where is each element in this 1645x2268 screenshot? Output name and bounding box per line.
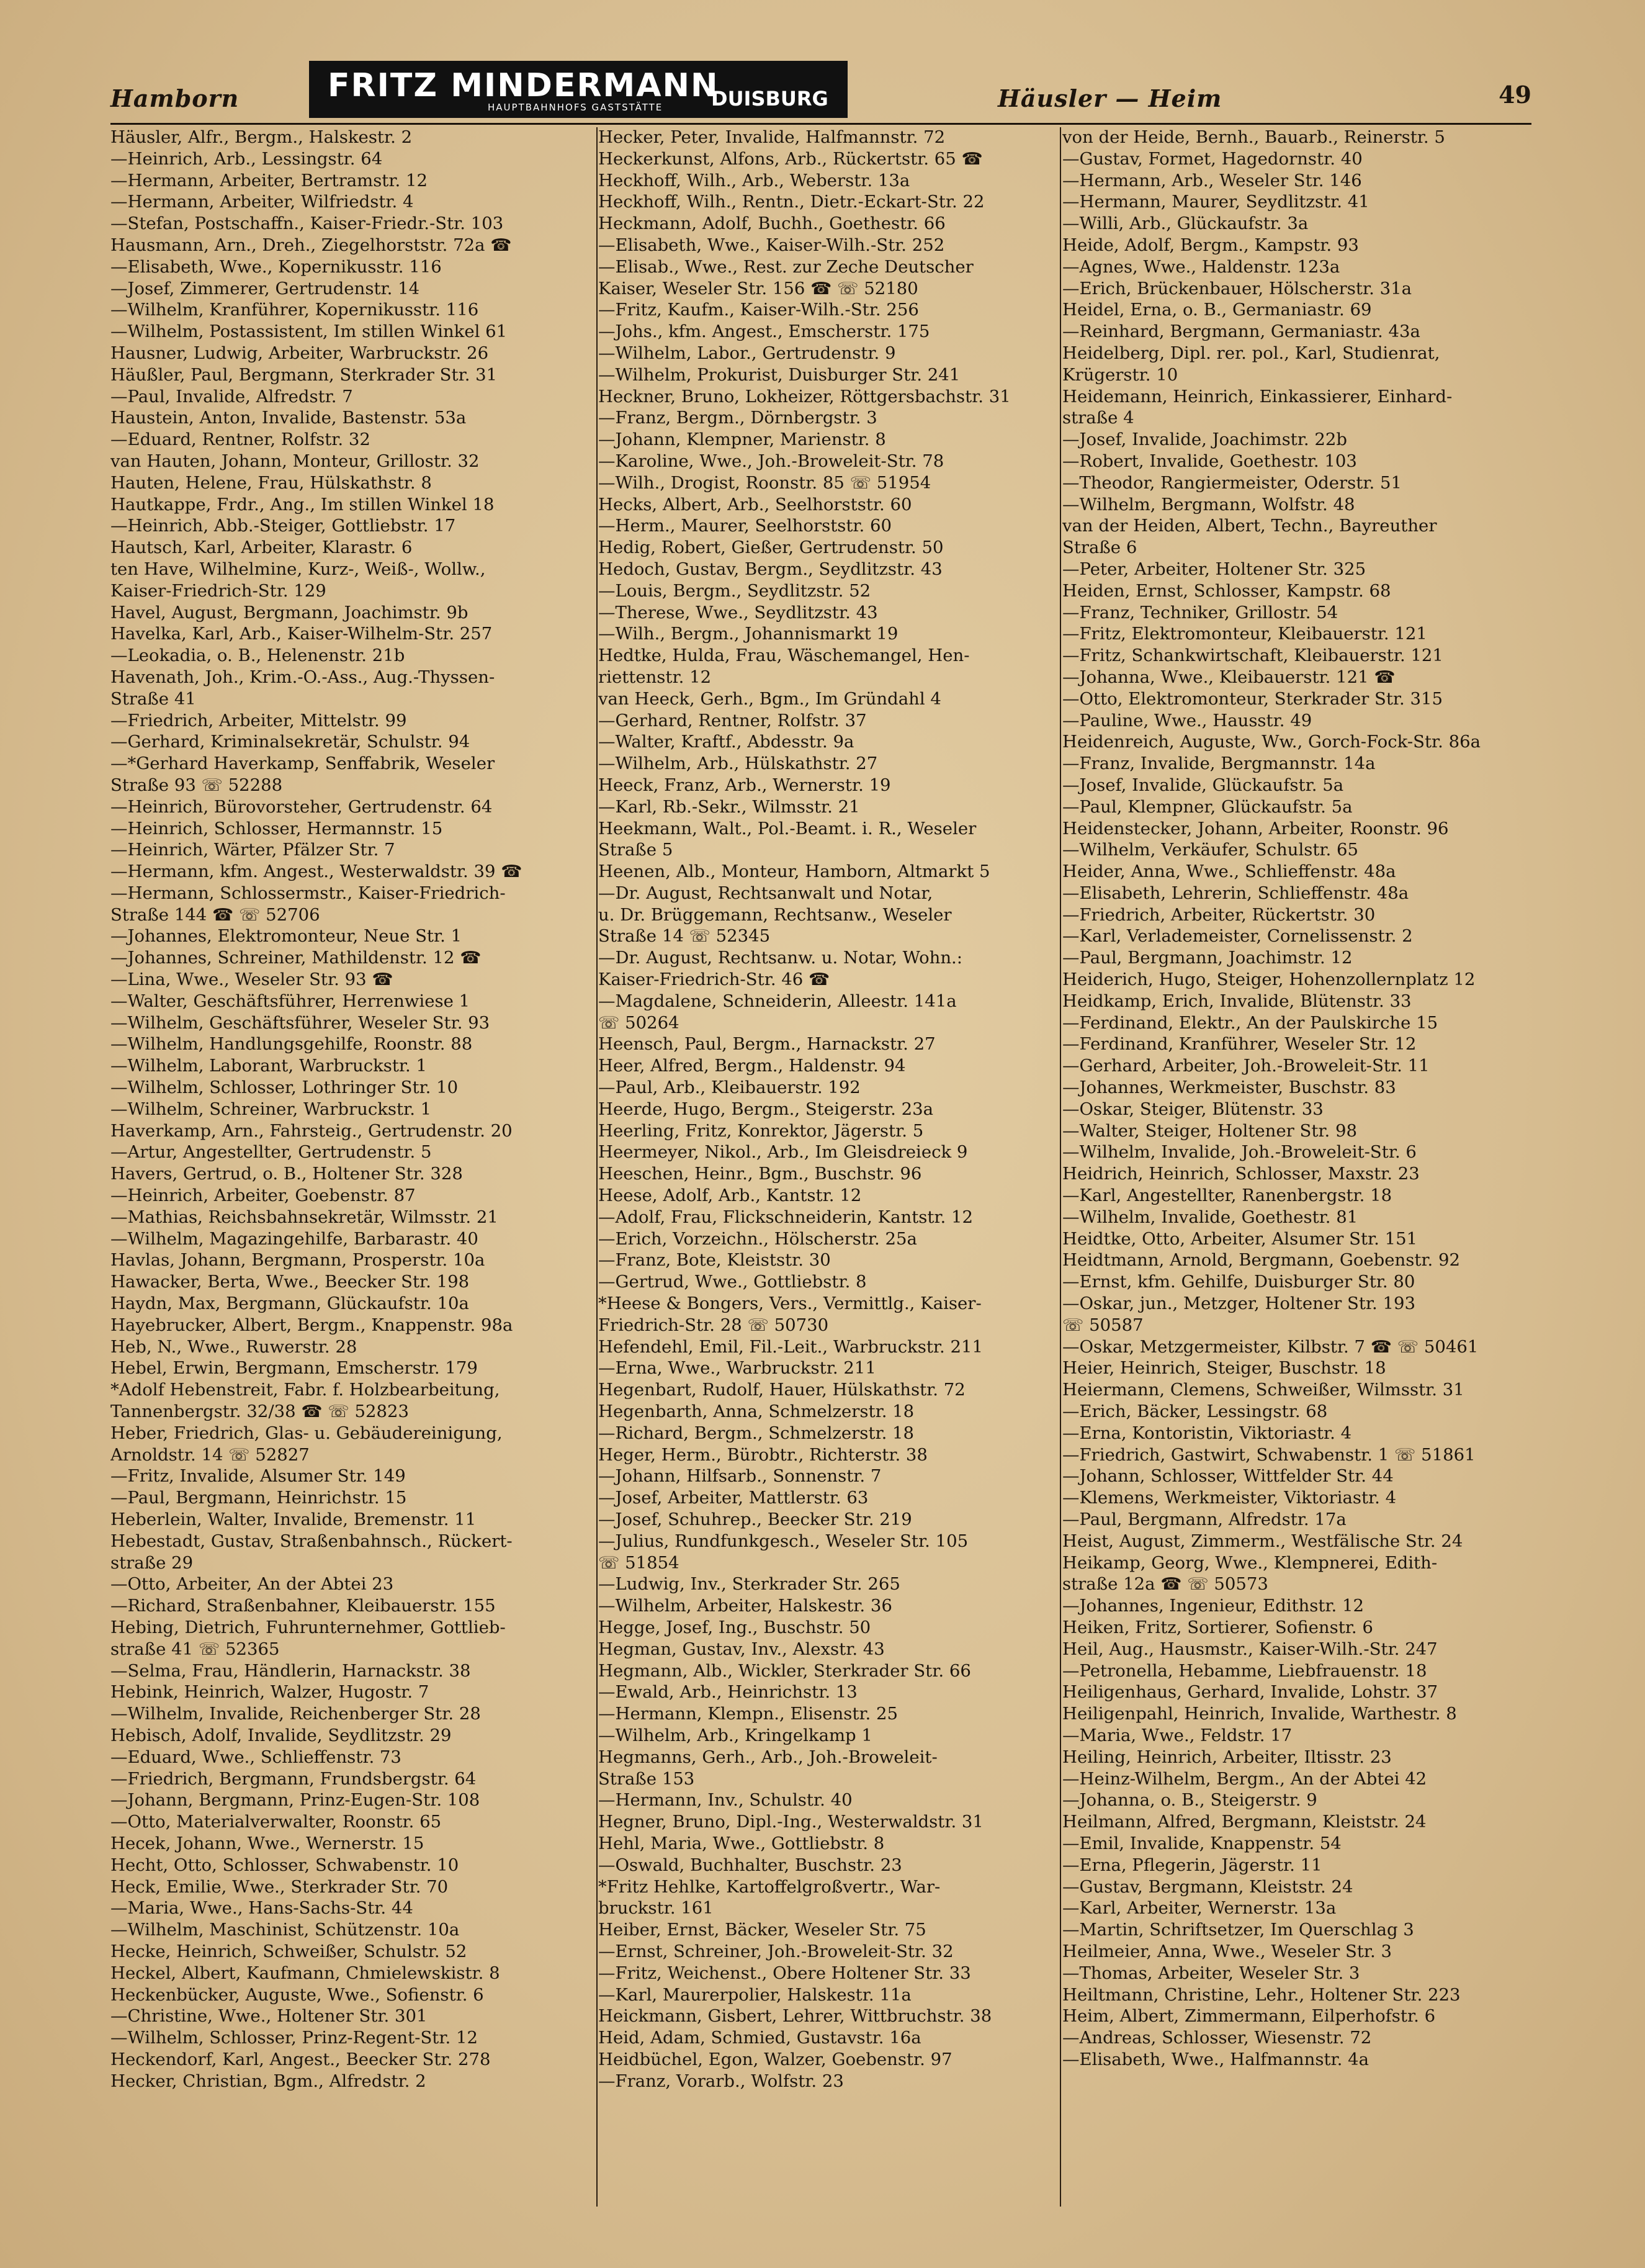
directory-entry-line: Häußler, Paul, Bergmann, Sterkrader Str. 31: [110, 364, 498, 385]
directory-entry-line: Heensch, Paul, Bergm., Harnackstr. 27: [598, 1034, 936, 1055]
directory-entry-line: Hausner, Ludwig, Arbeiter, Warbruckstr. 26: [110, 343, 489, 363]
directory-entry-line: Hebing, Dietrich, Fuhrunternehmer, Gottlieb-: [110, 1617, 506, 1637]
directory-entry-line: Kaiser, Weseler Str. 156 ☎ ☏ 52180: [598, 278, 918, 299]
directory-entry-line: —Oskar, Metzgermeister, Kilbstr. 7 ☎ ☏ 50461: [1062, 1336, 1479, 1357]
directory-entry-line: Tannenbergstr. 32/38 ☎ ☏ 52823: [110, 1402, 410, 1422]
directory-entry-line: Heikamp, Georg, Wwe., Klempnerei, Edith-: [1062, 1552, 1438, 1573]
directory-entry-line: —Wilh., Bergm., Johannismarkt 19: [598, 624, 899, 644]
column-divider: [596, 127, 598, 2207]
directory-entry-line: —Richard, Bergm., Schmelzerstr. 18: [598, 1423, 915, 1443]
directory-entry-line: —Julius, Rundfunkgesch., Weseler Str. 105: [598, 1531, 969, 1551]
directory-entry-line: —Christine, Wwe., Holtener Str. 301: [110, 2006, 428, 2027]
directory-entry-line: —Heinrich, Arbeiter, Goebenstr. 87: [110, 1186, 416, 1206]
directory-entry-line: *Adolf Hebenstreit, Fabr. f. Holzbearbeitung,: [110, 1380, 500, 1400]
directory-entry-line: Heidtmann, Arnold, Bergmann, Goebenstr. 92: [1062, 1250, 1460, 1271]
directory-entry-line: —Johannes, Ingenieur, Edithstr. 12: [1062, 1596, 1365, 1616]
directory-entry-line: Hegenbart, Rudolf, Hauer, Hülskathstr. 72: [598, 1380, 966, 1400]
directory-entry-line: —Karl, Arbeiter, Wernerstr. 13a: [1062, 1898, 1337, 1919]
directory-entry-line: Hecek, Johann, Wwe., Wernerstr. 15: [110, 1833, 424, 1853]
directory-entry-line: Hehl, Maria, Wwe., Gottliebstr. 8: [598, 1833, 885, 1853]
directory-entry-line: von der Heide, Bernh., Bauarb., Reinerstr. 5: [1062, 127, 1445, 147]
directory-entry-line: —Emil, Invalide, Knappenstr. 54: [1062, 1833, 1342, 1853]
directory-entry-line: Hebestadt, Gustav, Straßenbahnsch., Rückert-: [110, 1531, 513, 1551]
directory-entry-line: —Karl, Rb.-Sekr., Wilmsstr. 21: [598, 796, 860, 817]
directory-entry-line: —Hermann, Arbeiter, Wilfriedstr. 4: [110, 192, 414, 212]
directory-entry-line: —Franz, Bergm., Dörnbergstr. 3: [598, 408, 877, 428]
directory-entry-line: —Josef, Zimmerer, Gertrudenstr. 14: [110, 278, 420, 299]
directory-entry-line: —Dr. August, Rechtsanw. u. Notar, Wohn.:: [598, 948, 963, 968]
directory-entry-line: Hecke, Heinrich, Schweißer, Schulstr. 52: [110, 1941, 467, 1961]
directory-entry-line: —Heinrich, Schlosser, Hermannstr. 15: [110, 818, 443, 839]
directory-entry-line: Havenath, Joh., Krim.-O.-Ass., Aug.-Thyssen-: [110, 667, 495, 687]
directory-entry-line: Straße 93 ☏ 52288: [110, 775, 283, 795]
directory-entry-line: Hawacker, Berta, Wwe., Beecker Str. 198: [110, 1272, 470, 1292]
directory-entry-line: —Elisabeth, Wwe., Kopernikusstr. 116: [110, 256, 442, 277]
directory-entry-line: —Petronella, Hebamme, Liebfrauenstr. 18: [1062, 1660, 1427, 1681]
directory-entry-line: Straße 6: [1062, 538, 1137, 558]
directory-entry-line: —*Gerhard Haverkamp, Senffabrik, Weseler: [110, 754, 495, 774]
directory-entry-line: —Wilhelm, Arb., Kringelkamp 1: [598, 1725, 872, 1745]
directory-entry-line: —Ferdinand, Kranführer, Weseler Str. 12: [1062, 1034, 1417, 1055]
directory-entry-line: straße 4: [1062, 408, 1134, 428]
directory-entry-line: —Otto, Arbeiter, An der Abtei 23: [110, 1574, 394, 1595]
directory-entry-line: —Heinrich, Wärter, Pfälzer Str. 7: [110, 840, 395, 860]
directory-entry-line: —Josef, Invalide, Joachimstr. 22b: [1062, 430, 1347, 450]
directory-entry-line: —Therese, Wwe., Seydlitzstr. 43: [598, 602, 878, 623]
directory-entry-line: —Walter, Kraftf., Abdesstr. 9a: [598, 732, 854, 752]
directory-entry-line: —Willi, Arb., Glückaufstr. 3a: [1062, 214, 1309, 234]
directory-entry-line: Heekmann, Walt., Pol.-Beamt. i. R., Weseler: [598, 818, 977, 839]
directory-entry-line: —Heinrich, Abb.-Steiger, Gottliebstr. 17: [110, 516, 456, 536]
directory-entry-line: Heidtke, Otto, Arbeiter, Alsumer Str. 151: [1062, 1228, 1418, 1249]
directory-entry-line: Heil, Aug., Hausmstr., Kaiser-Wilh.-Str. 247: [1062, 1639, 1438, 1659]
directory-entry-line: —Ludwig, Inv., Sterkrader Str. 265: [598, 1574, 900, 1595]
directory-entry-line: Kaiser-Friedrich-Str. 129: [110, 580, 326, 601]
directory-entry-line: Straße 153: [598, 1768, 695, 1789]
directory-entry-line: —Hermann, Schlossermstr., Kaiser-Friedrich-: [110, 883, 506, 903]
directory-entry-line: —Paul, Bergmann, Joachimstr. 12: [1062, 948, 1353, 968]
directory-entry-line: —Karl, Verlademeister, Cornelissenstr. 2: [1062, 926, 1413, 947]
directory-entry-line: —Paul, Klempner, Glückaufstr. 5a: [1062, 796, 1353, 817]
directory-entry-line: ten Have, Wilhelmine, Kurz-, Weiß-, Wollw.,: [110, 559, 486, 579]
directory-entry-line: —Thomas, Arbeiter, Weseler Str. 3: [1062, 1963, 1360, 1983]
directory-entry-line: —Wilhelm, Schlosser, Prinz-Regent-Str. 12: [110, 2028, 478, 2048]
directory-entry-line: Heiken, Fritz, Sortierer, Sofienstr. 6: [1062, 1617, 1373, 1637]
directory-entry-line: Heidel, Erna, o. B., Germaniastr. 69: [1062, 300, 1372, 320]
directory-entry-line: —Hermann, Arb., Weseler Str. 146: [1062, 170, 1362, 191]
directory-entry-line: —Gerhard, Rentner, Rolfstr. 37: [598, 710, 867, 731]
directory-entry-line: —Hermann, Maurer, Seydlitzstr. 41: [1062, 192, 1369, 212]
directory-entry-line: —Johann, Klempner, Marienstr. 8: [598, 430, 886, 450]
directory-entry-line: —Karoline, Wwe., Joh.-Broweleit-Str. 78: [598, 451, 944, 471]
directory-entry-line: Hegner, Bruno, Dipl.-Ing., Westerwaldstr. 31: [598, 1812, 984, 1832]
directory-entry-line: Heese, Adolf, Arb., Kantstr. 12: [598, 1186, 862, 1206]
directory-entry-line: Heiderich, Hugo, Steiger, Hohenzollernplatz 12: [1062, 970, 1476, 990]
directory-entry-line: Heckenbücker, Auguste, Wwe., Sofienstr. 6: [110, 1984, 484, 2005]
directory-entry-line: Heiligenhaus, Gerhard, Invalide, Lohstr. 37: [1062, 1682, 1438, 1703]
directory-entry-line: Heeck, Franz, Arb., Wernerstr. 19: [598, 775, 891, 795]
directory-entry-line: —Wilhelm, Invalide, Goethestr. 81: [1062, 1207, 1358, 1227]
directory-entry-line: Haydn, Max, Bergmann, Glückaufstr. 10a: [110, 1294, 469, 1314]
directory-entry-line: Heer, Alfred, Bergm., Haldenstr. 94: [598, 1056, 906, 1076]
directory-entry-line: —Josef, Schuhrep., Beecker Str. 219: [598, 1510, 912, 1529]
directory-entry-line: Hayebrucker, Albert, Bergm., Knappenstr. 98a: [110, 1315, 513, 1335]
directory-entry-line: —Franz, Techniker, Grillostr. 54: [1062, 602, 1338, 623]
directory-entry-line: Heiden, Ernst, Schlosser, Kampstr. 68: [1062, 580, 1391, 601]
directory-entry-line: —Magdalene, Schneiderin, Alleestr. 141a: [598, 991, 957, 1011]
directory-entry-line: Heilmeier, Anna, Wwe., Weseler Str. 3: [1062, 1941, 1392, 1961]
directory-column-3: [1062, 127, 1531, 2212]
directory-entry-line: Häusler, Alfr., Bergm., Halskestr. 2: [110, 127, 413, 147]
header-range: Häusler — Heim: [998, 84, 1222, 112]
directory-entry-line: ☏ 50587: [1062, 1315, 1144, 1335]
directory-entry-line: ☏ 51854: [598, 1552, 679, 1573]
directory-entry-line: Heidkamp, Erich, Invalide, Blütenstr. 33: [1062, 991, 1412, 1011]
directory-entry-line: Heckhoff, Wilh., Rentn., Dietr.-Eckart-Str. 22: [598, 192, 985, 212]
directory-entry-line: —Hermann, Arbeiter, Bertramstr. 12: [110, 170, 428, 191]
directory-entry-line: —Oskar, Steiger, Blütenstr. 33: [1062, 1099, 1324, 1119]
directory-entry-line: —Hermann, kfm. Angest., Westerwaldstr. 39 ☎: [110, 862, 522, 882]
directory-entry-line: —Hermann, Inv., Schulstr. 40: [598, 1790, 853, 1811]
directory-entry-line: Hegmann, Alb., Wickler, Sterkrader Str. 66: [598, 1660, 971, 1681]
directory-entry-line: —Gustav, Formet, Hagedornstr. 40: [1062, 148, 1363, 169]
directory-entry-line: van der Heiden, Albert, Techn., Bayreuther: [1062, 516, 1437, 536]
directory-entry-line: —Wilhelm, Prokurist, Duisburger Str. 241: [598, 364, 961, 385]
directory-entry-line: —Fritz, Weichenst., Obere Holtener Str. 33: [598, 1963, 971, 1983]
directory-entry-line: straße 29: [110, 1552, 194, 1573]
directory-entry-line: straße 12a ☎ ☏ 50573: [1062, 1574, 1268, 1595]
directory-entry-line: —Franz, Invalide, Bergmannstr. 14a: [1062, 754, 1376, 774]
directory-entry-line: Hecker, Peter, Invalide, Halfmannstr. 72: [598, 127, 946, 147]
directory-entry-line: Hegman, Gustav, Inv., Alexstr. 43: [598, 1639, 885, 1659]
directory-entry-line: —Fritz, Kaufm., Kaiser-Wilh.-Str. 256: [598, 300, 919, 320]
directory-entry-line: Heb, N., Wwe., Ruwerstr. 28: [110, 1336, 357, 1357]
directory-entry-line: —Friedrich, Bergmann, Frundsbergstr. 64: [110, 1768, 477, 1789]
directory-entry-line: —Wilhelm, Schlosser, Lothringer Str. 10: [110, 1078, 459, 1098]
directory-column-2: [598, 127, 1060, 2212]
directory-entry-line: Havel, August, Bergmann, Joachimstr. 9b: [110, 602, 468, 623]
directory-entry-line: —Johann, Bergmann, Prinz-Eugen-Str. 108: [110, 1790, 480, 1811]
directory-entry-line: Heidemann, Heinrich, Einkassierer, Einhard-: [1062, 386, 1453, 407]
directory-entry-line: Hautsch, Karl, Arbeiter, Klarastr. 6: [110, 538, 413, 558]
directory-entry-line: Heidrich, Heinrich, Schlosser, Maxstr. 23: [1062, 1164, 1420, 1184]
directory-entry-line: Heckerkunst, Alfons, Arb., Rückertstr. 65 ☎: [598, 148, 983, 169]
directory-entry-line: Heckhoff, Wilh., Arb., Weberstr. 13a: [598, 170, 910, 191]
directory-entry-line: Heckendorf, Karl, Angest., Beecker Str. 278: [110, 2049, 491, 2069]
directory-entry-line: —Gustav, Bergmann, Kleiststr. 24: [1062, 1876, 1353, 1897]
directory-entry-line: —Johann, Hilfsarb., Sonnenstr. 7: [598, 1466, 882, 1487]
directory-entry-line: Hedtke, Hulda, Frau, Wäschemangel, Hen-: [598, 646, 970, 666]
directory-entry-line: —Paul, Bergmann, Alfredstr. 17a: [1062, 1510, 1347, 1529]
directory-entry-line: —Erich, Brückenbauer, Hölscherstr. 31a: [1062, 278, 1412, 299]
directory-entry-line: —Walter, Steiger, Holtener Str. 98: [1062, 1120, 1357, 1141]
directory-entry-line: —Richard, Straßenbahner, Kleibauerstr. 155: [110, 1596, 496, 1616]
directory-entry-line: —Walter, Geschäftsführer, Herrenwiese 1: [110, 991, 470, 1011]
directory-entry-line: —Paul, Arb., Kleibauerstr. 192: [598, 1078, 861, 1098]
directory-entry-line: Hecks, Albert, Arb., Seelhorststr. 60: [598, 494, 912, 515]
directory-entry-line: —Elisabeth, Wwe., Halfmannstr. 4a: [1062, 2049, 1369, 2069]
directory-entry-line: van Hauten, Johann, Monteur, Grillostr. 32: [110, 451, 480, 471]
directory-entry-line: —Leokadia, o. B., Helenenstr. 21b: [110, 646, 405, 666]
directory-entry-line: Hebisch, Adolf, Invalide, Seydlitzstr. 29: [110, 1725, 452, 1745]
directory-entry-line: Heerling, Fritz, Konrektor, Jägerstr. 5: [598, 1120, 924, 1141]
directory-entry-line: Heiber, Ernst, Bäcker, Weseler Str. 75: [598, 1920, 926, 1940]
directory-entry-line: —Oswald, Buchhalter, Buschstr. 23: [598, 1855, 902, 1875]
directory-entry-line: Hegenbarth, Anna, Schmelzerstr. 18: [598, 1402, 915, 1422]
directory-entry-line: —Erna, Kontoristin, Viktoriastr. 4: [1062, 1423, 1352, 1443]
directory-entry-line: Straße 144 ☎ ☏ 52706: [110, 904, 320, 925]
directory-entry-line: Havelka, Karl, Arb., Kaiser-Wilhelm-Str. 257: [110, 624, 493, 644]
directory-entry-line: —Erich, Vorzeichn., Hölscherstr. 25a: [598, 1228, 917, 1249]
directory-entry-line: Heger, Herm., Bürobtr., Richterstr. 38: [598, 1444, 928, 1465]
directory-entry-line: —Gertrud, Wwe., Gottliebstr. 8: [598, 1272, 867, 1292]
directory-entry-line: Haverkamp, Arn., Fahrsteig., Gertrudenstr. 20: [110, 1120, 513, 1141]
directory-entry-line: —Artur, Angestellter, Gertrudenstr. 5: [110, 1142, 432, 1163]
directory-entry-line: Heberlein, Walter, Invalide, Bremenstr. 11: [110, 1510, 477, 1529]
directory-entry-line: Hebel, Erwin, Bergmann, Emscherstr. 179: [110, 1358, 478, 1379]
directory-entry-line: —Otto, Elektromonteur, Sterkrader Str. 315: [1062, 688, 1443, 709]
directory-entry-line: —Franz, Vorarb., Wolfstr. 23: [598, 2071, 844, 2091]
directory-entry-line: —Wilhelm, Labor., Gertrudenstr. 9: [598, 343, 896, 363]
directory-entry-line: —Josef, Arbeiter, Mattlerstr. 63: [598, 1488, 869, 1508]
directory-entry-line: —Lina, Wwe., Weseler Str. 93 ☎: [110, 970, 393, 990]
directory-entry-line: Heiltmann, Christine, Lehr., Holtener Str. 223: [1062, 1984, 1461, 2005]
ad-city: DUISBURG: [711, 87, 828, 110]
ad-name: FRITZ MINDERMANN: [328, 67, 719, 104]
directory-entry-line: —Johanna, o. B., Steigerstr. 9: [1062, 1790, 1317, 1811]
directory-entry-line: Hebink, Heinrich, Walzer, Hugostr. 7: [110, 1682, 429, 1703]
directory-entry-line: Havers, Gertrud, o. B., Holtener Str. 328: [110, 1164, 463, 1184]
directory-entry-line: —Gerhard, Arbeiter, Joh.-Broweleit-Str. 11: [1062, 1056, 1430, 1076]
directory-entry-line: —Louis, Bergm., Seydlitzstr. 52: [598, 580, 871, 601]
directory-entry-line: —Peter, Arbeiter, Holtener Str. 325: [1062, 559, 1366, 579]
directory-entry-line: —Herm., Maurer, Seelhorststr. 60: [598, 516, 892, 536]
directory-entry-line: —Wilhelm, Magazingehilfe, Barbarastr. 40: [110, 1228, 478, 1249]
directory-entry-line: —Johanna, Wwe., Kleibauerstr. 121 ☎: [1062, 667, 1396, 687]
directory-entry-line: Heickmann, Gisbert, Lehrer, Wittbruchstr. 38: [598, 2006, 992, 2027]
directory-entry-line: Friedrich-Str. 28 ☏ 50730: [598, 1315, 829, 1335]
directory-entry-line: —Gerhard, Kriminalsekretär, Schulstr. 94: [110, 732, 470, 752]
directory-entry-line: —Fritz, Elektromonteur, Kleibauerstr. 121: [1062, 624, 1427, 644]
directory-entry-line: —Stefan, Postschaffn., Kaiser-Friedr.-Str. 103: [110, 214, 504, 234]
directory-entry-line: Heidenstecker, Johann, Arbeiter, Roonstr. 96: [1062, 818, 1449, 839]
directory-entry-line: Heck, Emilie, Wwe., Sterkrader Str. 70: [110, 1876, 449, 1897]
directory-entry-line: —Oskar, jun., Metzger, Holtener Str. 193: [1062, 1294, 1415, 1314]
directory-entry-line: —Friedrich, Arbeiter, Mittelstr. 99: [110, 710, 407, 731]
directory-entry-line: —Johannes, Schreiner, Mathildenstr. 12 ☎: [110, 948, 482, 968]
directory-entry-line: —Wilhelm, Postassistent, Im stillen Winkel 61: [110, 322, 508, 342]
directory-entry-line: Heidelberg, Dipl. rer. pol., Karl, Studienrat,: [1062, 343, 1440, 363]
directory-entry-line: Heim, Albert, Zimmermann, Eilperhofstr. 6: [1062, 2006, 1436, 2027]
directory-entry-line: —Theodor, Rangiermeister, Oderstr. 51: [1062, 472, 1402, 493]
directory-entry-line: van Heeck, Gerh., Bgm., Im Gründahl 4: [598, 688, 941, 709]
directory-entry-line: Heier, Heinrich, Steiger, Buschstr. 18: [1062, 1358, 1386, 1379]
directory-entry-line: Kaiser-Friedrich-Str. 46 ☎: [598, 970, 830, 990]
directory-entry-line: —Karl, Angestellter, Ranenbergstr. 18: [1062, 1186, 1392, 1206]
directory-entry-line: Heidbüchel, Egon, Walzer, Goebenstr. 97: [598, 2049, 952, 2069]
directory-entry-line: —Klemens, Werkmeister, Viktoriastr. 4: [1062, 1488, 1397, 1508]
directory-entry-line: —Fritz, Schankwirtschaft, Kleibauerstr. 121: [1062, 646, 1443, 666]
directory-entry-line: Heid, Adam, Schmied, Gustavstr. 16a: [598, 2028, 921, 2048]
directory-entry-line: —Otto, Materialverwalter, Roonstr. 65: [110, 1812, 442, 1832]
directory-entry-line: —Andreas, Schlosser, Wiesenstr. 72: [1062, 2028, 1372, 2048]
directory-entry-line: Hegmanns, Gerh., Arb., Joh.-Broweleit-: [598, 1747, 938, 1767]
directory-entry-line: Hedig, Robert, Gießer, Gertrudenstr. 50: [598, 538, 944, 558]
directory-entry-line: —Wilhelm, Geschäftsführer, Weseler Str. 93: [110, 1012, 490, 1033]
directory-entry-line: —Wilhelm, Verkäufer, Schulstr. 65: [1062, 840, 1359, 860]
directory-entry-line: —Wilhelm, Laborant, Warbruckstr. 1: [110, 1056, 428, 1076]
directory-entry-line: Heist, August, Zimmerm., Westfälische Str. 24: [1062, 1531, 1463, 1551]
directory-entry-line: —Johannes, Elektromonteur, Neue Str. 1: [110, 926, 462, 947]
directory-entry-line: Hedoch, Gustav, Bergm., Seydlitzstr. 43: [598, 559, 943, 579]
directory-entry-line: —Ernst, Schreiner, Joh.-Broweleit-Str. 32: [598, 1941, 954, 1961]
directory-entry-line: —Wilhelm, Invalide, Joh.-Broweleit-Str. 6: [1062, 1142, 1417, 1163]
directory-entry-line: —Friedrich, Arbeiter, Rückertstr. 30: [1062, 904, 1376, 925]
directory-entry-line: Heckel, Albert, Kaufmann, Chmielewskistr. 8: [110, 1963, 500, 1983]
directory-entry-line: Hauten, Helene, Frau, Hülskathstr. 8: [110, 472, 432, 493]
directory-entry-line: —Elisab., Wwe., Rest. zur Zeche Deutscher: [598, 256, 974, 277]
directory-entry-line: —Dr. August, Rechtsanwalt und Notar,: [598, 883, 933, 903]
directory-entry-line: ☏ 50264: [598, 1012, 679, 1033]
directory-entry-line: —Franz, Bote, Kleiststr. 30: [598, 1250, 831, 1271]
directory-entry-line: —Erna, Pflegerin, Jägerstr. 11: [1062, 1855, 1322, 1875]
directory-entry-line: —Paul, Invalide, Alfredstr. 7: [110, 386, 353, 407]
directory-entry-line: Heckner, Bruno, Lokheizer, Röttgersbachstr. 31: [598, 386, 1011, 407]
directory-entry-line: Heide, Adolf, Bergm., Kampstr. 93: [1062, 235, 1359, 255]
directory-entry-line: —Josef, Invalide, Glückaufstr. 5a: [1062, 775, 1344, 795]
directory-entry-line: u. Dr. Brüggemann, Rechtsanw., Weseler: [598, 904, 952, 925]
directory-entry-line: —Wilh., Drogist, Roonstr. 85 ☏ 51954: [598, 472, 931, 493]
directory-entry-line: Hautkappe, Frdr., Ang., Im stillen Winkel 18: [110, 494, 495, 515]
directory-entry-line: straße 41 ☏ 52365: [110, 1639, 280, 1659]
directory-entry-line: Haustein, Anton, Invalide, Bastenstr. 53a: [110, 408, 467, 428]
directory-entry-line: —Eduard, Rentner, Rolfstr. 32: [110, 430, 370, 450]
directory-entry-line: riettenstr. 12: [598, 667, 712, 687]
directory-entry-line: —Elisabeth, Wwe., Kaiser-Wilh.-Str. 252: [598, 235, 945, 255]
directory-entry-line: Heber, Friedrich, Glas- u. Gebäudereinigung,: [110, 1423, 503, 1443]
directory-entry-line: Heeschen, Heinr., Bgm., Buschstr. 96: [598, 1164, 922, 1184]
directory-entry-line: —Heinrich, Bürovorsteher, Gertrudenstr. 64: [110, 796, 493, 817]
directory-entry-line: —Martin, Schriftsetzer, Im Querschlag 3: [1062, 1920, 1414, 1940]
directory-entry-line: Hausmann, Arn., Dreh., Ziegelhorststr. 72a ☎: [110, 235, 512, 255]
directory-entry-line: —Maria, Wwe., Feldstr. 17: [1062, 1725, 1293, 1745]
directory-entry-line: —Wilhelm, Bergmann, Wolfstr. 48: [1062, 494, 1355, 515]
directory-entry-line: Heider, Anna, Wwe., Schlieffenstr. 48a: [1062, 862, 1396, 882]
directory-entry-line: —Elisabeth, Lehrerin, Schlieffenstr. 48a: [1062, 883, 1409, 903]
directory-entry-line: Heckmann, Adolf, Buchh., Goethestr. 66: [598, 214, 946, 234]
directory-entry-line: —Selma, Frau, Händlerin, Harnackstr. 38: [110, 1660, 471, 1681]
directory-entry-line: —Erich, Bäcker, Lessingstr. 68: [1062, 1402, 1328, 1422]
directory-entry-line: —Wilhelm, Arbeiter, Halskestr. 36: [598, 1596, 892, 1616]
ad-subtitle: HAUPTBAHNHOFS GASTSTÄTTE: [488, 102, 663, 113]
directory-entry-line: —Wilhelm, Kranführer, Kopernikusstr. 116: [110, 300, 479, 320]
directory-entry-line: —Wilhelm, Schreiner, Warbruckstr. 1: [110, 1099, 432, 1119]
directory-entry-line: —Paul, Bergmann, Heinrichstr. 15: [110, 1488, 407, 1508]
directory-entry-line: —Mathias, Reichsbahnsekretär, Wilmsstr. 21: [110, 1207, 498, 1227]
directory-entry-line: *Heese & Bongers, Vers., Vermittlg., Kaiser-: [598, 1294, 982, 1314]
directory-entry-line: —Johs., kfm. Angest., Emscherstr. 175: [598, 322, 930, 342]
page-number: 49: [1499, 81, 1531, 109]
directory-column-1: [110, 127, 596, 2212]
directory-entry-line: Heiling, Heinrich, Arbeiter, Iltisstr. 23: [1062, 1747, 1392, 1767]
directory-entry-line: bruckstr. 161: [598, 1898, 714, 1919]
directory-entry-line: —Ferdinand, Elektr., An der Paulskirche 15: [1062, 1012, 1438, 1033]
advertisement-banner: [309, 61, 848, 118]
directory-entry-line: —Robert, Invalide, Goethestr. 103: [1062, 451, 1357, 471]
directory-entry-line: *Fritz Hehlke, Kartoffelgroßvertr., War-: [598, 1876, 941, 1897]
header-district: Hamborn: [110, 84, 240, 112]
directory-entry-line: Hecker, Christian, Bgm., Alfredstr. 2: [110, 2071, 426, 2091]
directory-entry-line: —Maria, Wwe., Hans-Sachs-Str. 44: [110, 1898, 413, 1919]
directory-entry-line: —Adolf, Frau, Flickschneiderin, Kantstr. 12: [598, 1207, 974, 1227]
directory-entry-line: Krügerstr. 10: [1062, 364, 1178, 385]
directory-entry-line: Straße 5: [598, 840, 673, 860]
directory-entry-line: —Wilhelm, Maschinist, Schützenstr. 10a: [110, 1920, 460, 1940]
directory-entry-line: —Pauline, Wwe., Hausstr. 49: [1062, 710, 1312, 731]
directory-entry-line: —Wilhelm, Arb., Hülskathstr. 27: [598, 754, 878, 774]
directory-entry-line: —Ernst, kfm. Gehilfe, Duisburger Str. 80: [1062, 1272, 1415, 1292]
directory-entry-line: Heiligenpahl, Heinrich, Invalide, Warthestr. 8: [1062, 1704, 1457, 1724]
directory-entry-line: —Eduard, Wwe., Schlieffenstr. 73: [110, 1747, 401, 1767]
directory-entry-line: —Heinz-Wilhelm, Bergm., An der Abtei 42: [1062, 1768, 1427, 1789]
directory-entry-line: Heermeyer, Nikol., Arb., Im Gleisdreieck 9: [598, 1142, 968, 1163]
directory-entry-line: Straße 41: [110, 688, 196, 709]
directory-entry-line: —Fritz, Invalide, Alsumer Str. 149: [110, 1466, 406, 1487]
directory-entry-line: —Johannes, Werkmeister, Buschstr. 83: [1062, 1078, 1396, 1098]
directory-entry-line: —Johann, Schlosser, Wittfelder Str. 44: [1062, 1466, 1394, 1487]
directory-entry-line: —Friedrich, Gastwirt, Schwabenstr. 1 ☏ 51861: [1062, 1444, 1476, 1465]
directory-entry-line: Arnoldstr. 14 ☏ 52827: [110, 1444, 310, 1465]
directory-entry-line: Hecht, Otto, Schlosser, Schwabenstr. 10: [110, 1855, 459, 1875]
directory-entry-line: —Wilhelm, Invalide, Reichenberger Str. 28: [110, 1704, 481, 1724]
directory-entry-line: Hefendehl, Emil, Fil.-Leit., Warbruckstr. 211: [598, 1336, 984, 1357]
directory-entry-line: Hegge, Josef, Ing., Buschstr. 50: [598, 1617, 871, 1637]
directory-entry-line: Heenen, Alb., Monteur, Hamborn, Altmarkt 5: [598, 862, 990, 882]
directory-entry-line: Straße 14 ☏ 52345: [598, 926, 771, 947]
directory-entry-line: —Ewald, Arb., Heinrichstr. 13: [598, 1682, 858, 1703]
directory-entry-line: Heilmann, Alfred, Bergmann, Kleiststr. 24: [1062, 1812, 1427, 1832]
directory-entry-line: Havlas, Johann, Bergmann, Prosperstr. 10a: [110, 1250, 485, 1271]
directory-entry-line: —Reinhard, Bergmann, Germaniastr. 43a: [1062, 322, 1420, 342]
directory-entry-line: Heiermann, Clemens, Schweißer, Wilmsstr. 31: [1062, 1380, 1464, 1400]
directory-entry-line: —Erna, Wwe., Warbruckstr. 211: [598, 1358, 876, 1379]
directory-entry-line: —Agnes, Wwe., Haldenstr. 123a: [1062, 256, 1340, 277]
directory-entry-line: —Karl, Maurerpolier, Halskestr. 11a: [598, 1984, 912, 2005]
directory-entry-line: —Heinrich, Arb., Lessingstr. 64: [110, 148, 383, 169]
directory-entry-line: —Wilhelm, Handlungsgehilfe, Roonstr. 88: [110, 1034, 473, 1055]
directory-entry-line: —Hermann, Klempn., Elisenstr. 25: [598, 1704, 899, 1724]
directory-entry-line: Heerde, Hugo, Bergm., Steigerstr. 23a: [598, 1099, 934, 1119]
directory-entry-line: Heidenreich, Auguste, Ww., Gorch-Fock-Str. 86a: [1062, 732, 1481, 752]
